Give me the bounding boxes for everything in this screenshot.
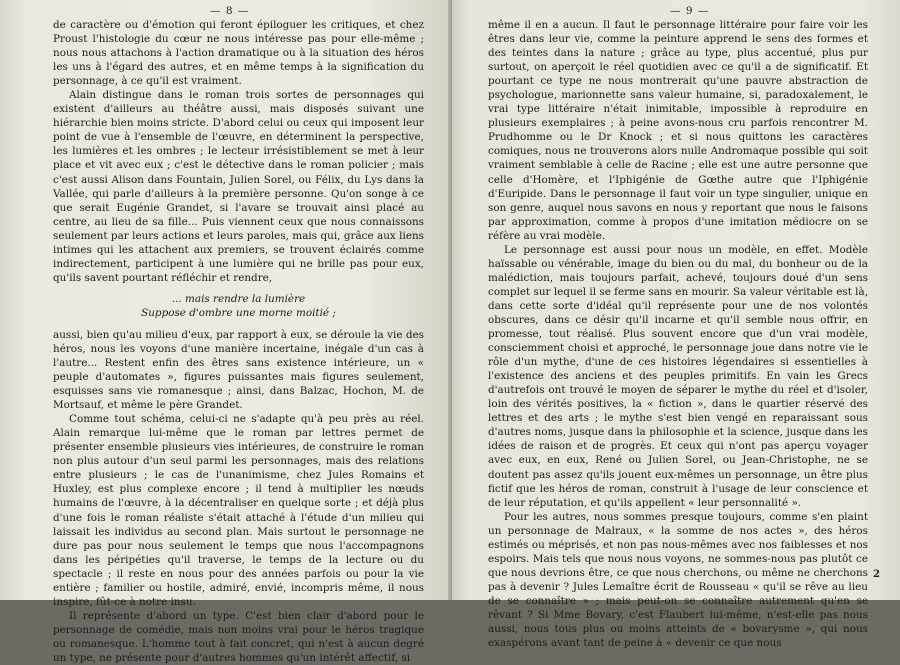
right-page xyxy=(452,0,900,650)
paragraph: aussi, bien qu'au milieu d'eux, par rapport à eux, se déroule la vie des héros, nous les voyons d'une manière incertaine, inégale d'un cas à l'autre... Restent enfin des êtres sans existence intérieure, un « peuple d'automates », figures puissantes mais figures seulement, esquisses sans vie romanesque ; ainsi, dans Balzac, Hochon, M. de Mortsauf, et même le père Grandet. xyxy=(53,328,424,412)
page-number-left: — 8 — xyxy=(210,5,250,17)
verse-line: ... mais rendre la lumière xyxy=(171,292,306,305)
paragraph: de caractère ou d'émotion qui feront épiloguer les critiques, et chez Proust l'histologie du cœur ne nous intéresse pas pour elle-même ; nous nous attachons à l'action dramatique ou à la situation des héros les uns à l'égard des autres, et en même temps à la signification du personnage, à ce qu'il est vraiment. xyxy=(53,19,424,88)
paragraph: Le personnage est aussi pour nous un modèle, en effet. Modèle haïssable ou vénérable, image du bien ou du mal, du bonheur ou de la malédiction, mais toujours parfait, achevé, toujours doué d'un sens complet sur lequel il se ferme sans en mourir. Sa valeur véritable est là, dans cette sorte d'idéal qu'il représente pour une de nos volontés obscures, dans ce désir qu'il incarne et qu'il semble nous offrir, en promesse, tout réalisé. Plus souvent encore que d'un vrai modèle, consciemment choisi et approché, le personnage joue dans notre vie le rôle d'un mythe, d'une de ces histoires légendaires si essentielles à l'existence des anciens et des peuples primitifs. En vain les Grecs d'autrefois ont trouvé le moyen de séparer le mythe du réel et d'isoler, loin des vérités positives, la « fiction », dans le quartier réservé des lettres et des arts ; le mythe s'est bien vengé en reparaissant sous d'autres noms, jusque dans la philosophie et la science, jusque dans les idées de raison et de progrès. Et ceux qui n'ont pas aperçu voyager avec eux, en eux, René ou Julien Sorel, ou Jean-Christophe, ne se doutent pas assez qu'ils jouent eux-mêmes un personnage, un être plus fictif que les héros de roman, construit à l'usage de leur conscience et de leur réputation, et qu'ils appellent « leur personnalité ». xyxy=(488,243,868,509)
paragraph: Alain distingue dans le roman trois sortes de personnages qui existent d'ailleurs au théâtre aussi, mais disposés suivant une hiérarchie bien moins stricte. D'abord celui ou ceux qui imposent leur point de vue à l'ensemble de l'œuvre, en déterminent la perspective, les lumières et les ombres ; le lecteur irrésistiblement se met à leur place et vit avec eux ; c'est le détective dans le roman policier ; mais c'est aussi Alison dans Fountain, Julien Sorel, ou Félix, du Lys dans la Vallée, qui parle d'ailleurs à la première personne. Qu'on songe à ce que serait Eugénie Grandet, si l'avare se trouvait ainsi placé au centre, au lieu de sa fille... Puis viennent ceux que nous connaissons seulement par leurs actions et leurs paroles, mais qui, grâce aux liens intimes qui les attachent aux premiers, se trouvent éclairés comme indirectement, participent à une lumière qui ne brille pas pour eux, qu'ils savent pourtant réfléchir et rendre, xyxy=(53,89,424,284)
paragraph: même il en a aucun. Il faut le personnage littéraire pour faire voir les êtres dans leur vie, comme la peinture apprend le sens des formes et des teintes dans la nature ; grâce au type, plus accentué, plus pur surtout, on aperçoit le réel quotidien avec ce qu'il a de significatif. Et pourtant ce type ne nous montrerait qu'une pauvre abstraction de psychologue, marionnette sans valeur humaine, si, paradoxalement, le vrai type littéraire n'était inimitable, impossible à reproduire en plusieurs exemplaires ; à peine avons-nous cru parfois rencontrer M. Prudhomme ou le Dr Knock ; et si nous quittons les caractères comiques, nous ne trouverons alors nulle Andromaque possible qui soit vraiment semblable à celle de Racine ; elle est une autre personne que celle d'Homère, et l'Iphigénie de Gœthe autre que l'Iphigénie d'Euripide. Dans le personnage il faut voir un type singulier, unique en son genre, auquel nous savons en nous y reportant que nous le faisons par approximation, comme à propos d'une imitation médiocre on se réfère au vrai modèle. xyxy=(488,19,868,242)
paragraph: Il représente d'abord un type. C'est bien clair d'abord pour le personnage de comédie, mais non moins vrai pour le héros tragique ou romanesque. L'homme tout à fait concret, qui n'est à aucun degré un type, ne présente pour d'autres hommes qu'un intérêt affectif, si xyxy=(53,609,424,664)
signature-mark: 2 xyxy=(873,569,880,580)
left-page-text xyxy=(53,18,424,665)
verse-line: Suppose d'ombre une morne moitié ; xyxy=(141,306,336,319)
page-number-right: — 9 — xyxy=(670,5,710,17)
verse-quote xyxy=(53,292,424,320)
paragraph: Pour les autres, nous sommes presque toujours, comme s'en plaint un personnage de Malraux, « la somme de nos actes », des héros estimés ou méprisés, et non pas nous-mêmes avec nos faiblesses et nos espoirs. Mais tels que nous nous voyons, ne sommes-nous pas plutôt ce que nous devrions être, ce que nous cherchons, ou même ne cherchons pas à devenir ? Jules Lemaître écrit de Rousseau « qu'il se rêve au lieu de se connaître » ; mais peut-on se connaître autrement qu'en se rêvant ? Si Mme Bovary, c'est Flaubert lui-même, n'est-elle pas nous aussi, nous tous plus ou moins atteints de « bovarysme », qui nous exaspérons avant tant de peine à « devenir ce que nous xyxy=(488,510,868,650)
paragraph: Comme tout schéma, celui-ci ne s'adapte qu'à peu près au réel. Alain remarque lui-même que le roman par lettres permet de présenter ensemble plusieurs vies intérieures, de construire le roman non plus autour d'un seul parmi les personnages, mais des relations entre plusieurs ; le cas de l'unanimisme, chez Jules Romains et Huxley, est plus complexe encore ; il tend à multiplier les nœuds humains de l'œuvre, à la décentraliser en quelque sorte ; et déjà plus d'une fois le roman réaliste s'était attaché à l'étude d'un milieu qui laissait les individus au second plan. Mais surtout le personnage ne dure pas pour nous seulement le temps que nous l'accompagnons dans les péripéties qu'il traverse, le temps de la lecture ou du spectacle ; il reste en nous pour des années parfois ou pour la vie entière ; familier ou hostile, admiré, envié, incompris même, il nous inspire, fût-ce à notre insu. xyxy=(53,413,424,608)
right-page-text xyxy=(488,18,868,650)
